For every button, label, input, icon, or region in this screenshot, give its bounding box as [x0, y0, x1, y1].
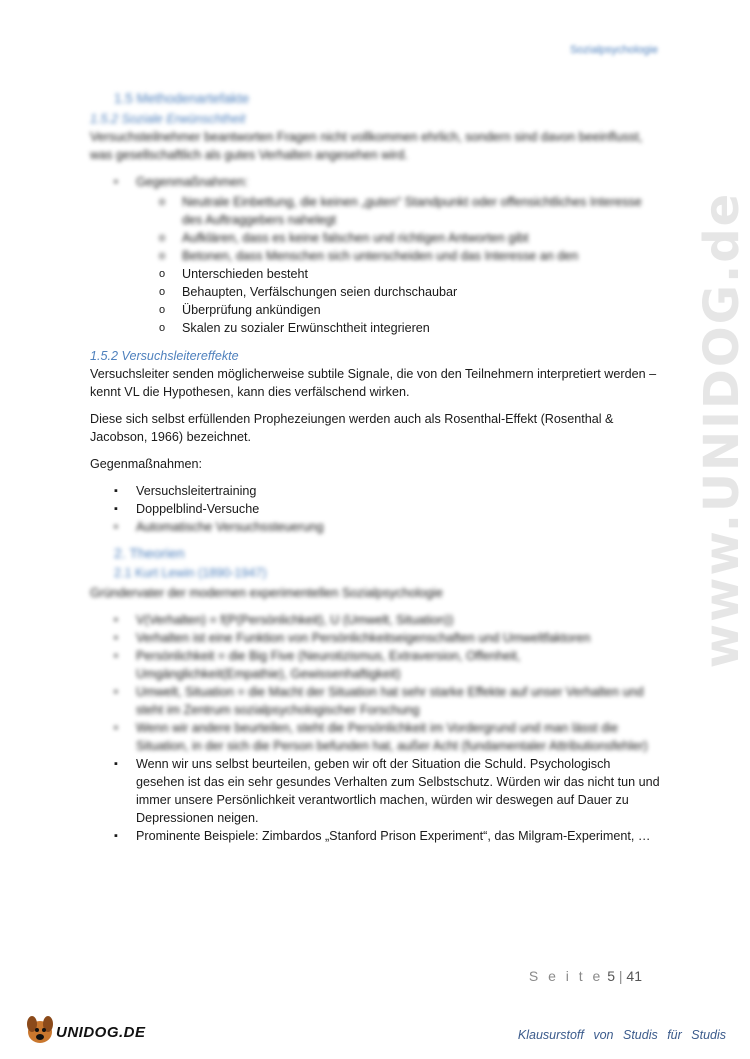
logo-text: UNIDOG.DE: [56, 1024, 146, 1041]
sublist-gegenmassnahmen: [90, 193, 660, 337]
section-heading-1-5: 1.5 Methodenartefakte: [114, 91, 250, 106]
watermark: www.UNIDOG.de: [694, 191, 750, 669]
paragraph-rosenthal: Diese sich selbst erfüllenden Prophezeiungen werden auch als Rosenthal-Effekt (Rosenthal & Jacobson, 1966) bezeichnet.: [90, 412, 614, 444]
list-item-continuation: [90, 265, 660, 283]
list-item: o Behaupten, Verfälschungen seien durchschaubar: [90, 283, 660, 301]
page-label: S e i t e: [528, 968, 604, 984]
list-item: o Neutrale Einbettung, die keinen „guten“ Standpunkt oder offensichtliches Interesse des Auftraggebers nahelegt: [90, 193, 660, 229]
page-separator: |: [618, 968, 623, 984]
list-item: ▪ Prominente Beispiele: Zimbardos „Stanford Prison Experiment“, das Milgram-Experiment, …: [90, 827, 660, 845]
page-current: 5: [607, 968, 615, 984]
list-item: ▪ Versuchsleitertraining: [90, 482, 660, 500]
header-title: Sozialpsychologie: [569, 44, 658, 56]
list-item: ▪ Wenn wir uns selbst beurteilen, geben wir oft der Situation die Schuld. Psychologisch gesehen ist das ein sehr gesundes Verhalten zum Selbstschutz. Würden wir das nicht tun und immer unsere Persönlichkeit verantwortlich machen, würden wir deswegen auf Dauer zu Depressionen neigen.: [90, 755, 660, 827]
list-item: ▪ Persönlichkeit = die Big Five (Neurotizismus, Extraversion, Offenheit, Umgänglichkeit(Empathie), Gewissenhaftigkeit): [90, 647, 660, 683]
page-total: 41: [626, 968, 642, 984]
list-item: o Betonen, dass Menschen sich unterscheiden und das Interesse an den: [90, 247, 660, 265]
subheading-soziale-erwuenschtheit: 1.5.2 Soziale Erwünschtheit: [90, 112, 246, 126]
list-item: o Skalen zu sozialer Erwünschtheit integrieren: [90, 319, 660, 337]
list-item: ▪ Gegenmaßnahmen:: [90, 173, 660, 191]
list-item: ▪ Automatische Versuchssteuerung: [90, 518, 660, 536]
footer-text: Klausurstoff von Studis für Studis: [517, 1028, 726, 1042]
paragraph-erwuenschtheit: Versuchsteilnehmer beantworten Fragen nicht vollkommen ehrlich, sondern sind davon beeinflusst, was gesellschaftlich als gutes Verhalten angesehen wird.: [90, 130, 643, 162]
paragraph-versuchsleiter: Versuchsleiter senden möglicherweise subtile Signale, die von den Teilnehmern interpretiert werden – kennt VL die Hypothesen, kann dies verfälschend wirken.: [90, 367, 657, 399]
page-content: [90, 90, 660, 853]
list-item: ▪ Umwelt, Situation = die Macht der Situation hat sehr starke Effekte auf unser Verhalten und steht im Zentrum sozialpsychologischer Forschung: [90, 683, 660, 719]
list-item: o Überprüfung ankündigen: [90, 301, 660, 319]
list-item: ▪ Doppelblind-Versuche: [90, 500, 660, 518]
list-lewin: [90, 611, 660, 845]
list-item: ▪ Wenn wir andere beurteilen, steht die Persönlichkeit im Vordergrund und man lässt die Situation, in der sich die Person befunden hat, außer Acht (fundamentaler Attributionsfehler): [90, 719, 660, 755]
section-heading-theorien: 2. Theorien: [114, 545, 185, 561]
paragraph-gegenmassnahmen: Gegenmaßnahmen:: [90, 457, 203, 471]
list-item: ▪ Verhalten ist eine Funktion von Persönlichkeitseigenschaften und Umweltfaktoren: [90, 629, 660, 647]
list-gegenmassnahmen-2: [90, 482, 660, 536]
subheading-kurt-lewin: 2.1 Kurt Lewin (1890-1947): [114, 566, 267, 580]
list-item-text: Unterschieden besteht: [182, 267, 309, 281]
subheading-versuchsleitereffekte: 1.5.2 Versuchsleitereffekte: [90, 349, 239, 363]
list-item: ▪ V(Verhalten) = f(P(Persönlichkeit), U (Umwelt, Situation)): [90, 611, 660, 629]
page-number: [529, 968, 642, 984]
list-item: o Aufklären, dass es keine falschen und richtigen Antworten gibt: [90, 229, 660, 247]
paragraph-gruendervater: Gründervater der modernen experimentellen Sozialpsychologie: [90, 586, 443, 600]
list-gegenmassnahmen-1: [90, 173, 660, 191]
